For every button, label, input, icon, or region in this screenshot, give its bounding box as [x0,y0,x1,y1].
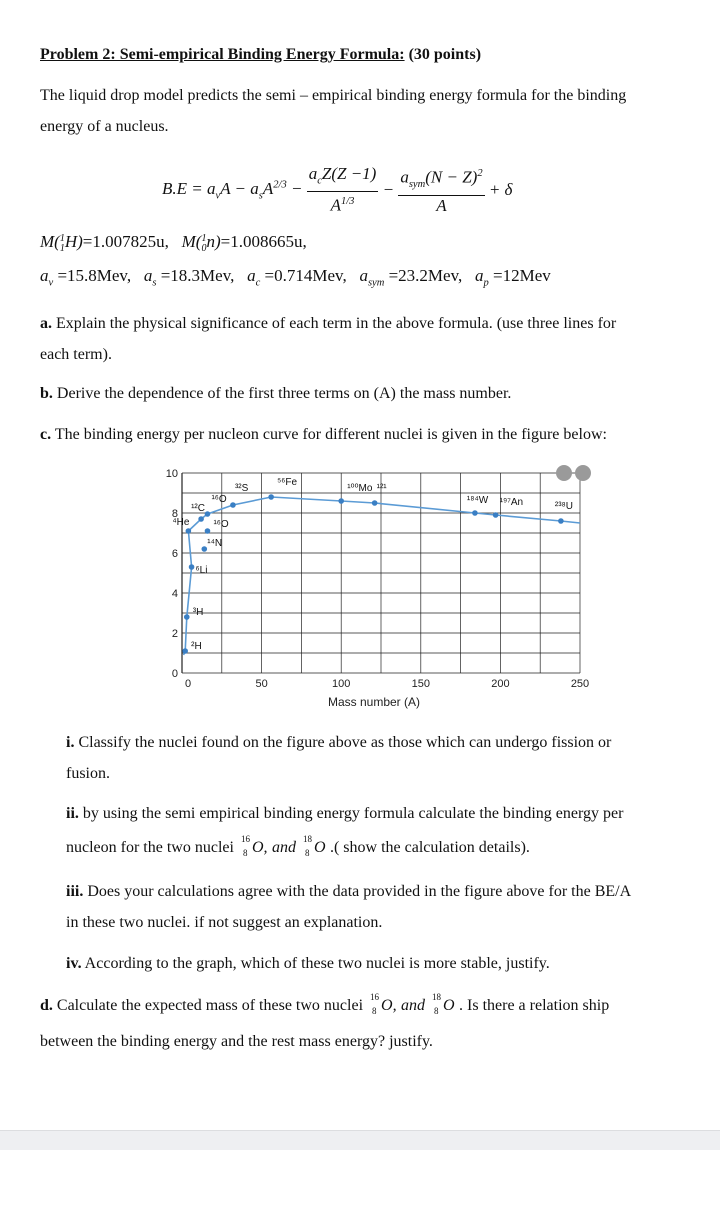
y-tick-label: 2 [171,628,178,640]
asymmetry-denominator: A [436,196,447,216]
point-label: ⁴He [172,517,190,528]
data-point [472,510,478,516]
data-point [205,511,211,517]
coulomb-term: $\frac{a_cZ(Z -1)}{A^{1/3}}$ [308,164,377,216]
nav-left-icon [556,465,572,481]
coefficients-line: $a_v =15.8Mev$, $a_s =18.3Mev$, $a_c =0.714Mev$, $a_{sym} =23.2Mev$, $a_p =12Mev$ [40,266,551,289]
data-point [338,498,344,504]
question-iv: iv. According to the graph, which of these two nuclei is more stable, justify. [66,955,550,972]
point-label: ³²S [234,483,249,494]
question-ii-line-1: ii. by using the semi empirical binding energy formula calculate the binding energy per [66,805,624,822]
pairing-term: + δ [488,180,513,200]
asymmetry-term: $\frac{a_{sym}(N - Z)^2}{A}$ [398,164,484,216]
coef-ap: =12Mev [493,266,551,285]
problem-points: (30 points) [404,46,482,63]
data-point [230,502,236,508]
masses-line: M($^1_1$H)=1.007825u, M($^1_0$n)=1.008665u, [40,232,307,254]
nav-right-icon [575,465,591,481]
point-label: ¹⁴N [207,538,223,549]
point-label: ²H [191,641,202,652]
point-label: ¹²¹ [376,483,387,494]
problem-title [40,45,481,65]
coulomb-numerator: Z(Z −1) [321,164,377,183]
data-point [372,500,378,506]
coef-asym: =23.2Mev, [388,266,463,285]
nucleus-o18-d: 18 8 O [432,992,455,1016]
x-tick-label: 0 [184,678,192,690]
data-point [198,516,204,522]
y-tick-label: 10 [165,468,178,480]
data-point [182,648,188,654]
binding-energy-chart [160,460,600,720]
formula-volume-surface: A − a [220,178,259,198]
nucleus-o16: 16 8 O, [240,834,268,858]
point-label: ¹⁹⁷An [499,497,524,508]
data-point [268,494,274,500]
question-iii-line-1: iii. Does your calculations agree with the data provided in the figure above for the BE/A [66,883,632,900]
problem-title-text: Problem 2: Semi-empirical Binding Energy Formula: [40,46,405,63]
x-tick-label: 150 [411,678,430,690]
nucleus-o16-d: 16 8 O, [370,992,397,1016]
question-iii-line-2: in these two nuclei. if not suggest an explanation. [66,914,383,931]
binding-energy-formula: $B.E = a_vA - a_sA^{2/3}$ − $\frac{a_cZ(Z -1)}{A^{1/3}}$ − $\frac{a_{sym}(N - Z)^2}{A}$ + δ [162,164,513,216]
point-label: ⁶Li [195,565,208,576]
point-label: ¹⁸⁴W [466,495,489,506]
formula-A: A [262,178,274,198]
chart-ticks [166,468,589,690]
data-point [184,614,190,620]
proton-mass: =1.007825u, [82,232,169,251]
question-d-line-2: between the binding energy and the rest mass energy? justify. [40,1033,433,1050]
question-b: b. Derive the dependence of the first three terms on (A) the mass number. [40,385,512,402]
y-tick-label: 0 [171,668,178,680]
nucleus-o18: 18 8 O [302,834,326,858]
data-point [205,528,211,534]
bottom-bar [0,1130,720,1150]
data-point [189,564,195,570]
point-label: ¹⁶O [213,519,229,530]
intro-line-2: energy of a nucleus. [40,118,169,135]
coef-ac: =0.714Mev, [264,266,347,285]
question-ii-line-2: nucleon for the two nuclei 16 8 O, and 18 8 O .( show the calculation details). [66,834,530,858]
data-point [186,528,192,534]
binding-energy-curve [184,497,580,655]
y-tick-label: 6 [171,548,178,560]
point-label: ¹⁶O [211,494,227,505]
x-tick-label: 50 [255,678,268,690]
question-i-line-2: fusion. [66,765,110,782]
point-label: ¹⁰⁰Mo [347,483,373,494]
point-label: ⁵⁶Fe [277,477,298,488]
y-tick-label: 8 [171,508,178,520]
point-label: ¹²C [191,503,205,514]
formula-lhs: B.E = a [162,178,216,198]
asymmetry-numerator: (N − Z) [425,167,478,187]
data-point [201,546,207,552]
coef-av: =15.8Mev, [57,266,132,285]
question-c: c. The binding energy per nucleon curve for different nuclei is given in the figure below: [40,426,607,443]
question-a-line-2: each term). [40,346,112,363]
point-label: ²³⁸U [554,501,574,512]
x-tick-label: 200 [491,678,510,690]
x-tick-label: 100 [332,678,351,690]
y-tick-label: 4 [171,588,178,600]
question-d-line-1: d. Calculate the expected mass of these two nuclei 16 8 O, and 18 8 O . Is there a relation ship [40,992,610,1016]
x-axis-label: Mass number (A) [327,695,421,709]
data-point [558,518,564,524]
point-label: ³H [192,607,204,618]
coef-as: =18.3Mev, [160,266,235,285]
neutron-mass: =1.008665u, [220,232,307,251]
x-tick-label: 250 [570,678,590,690]
intro-line-1: The liquid drop model predicts the semi – empirical binding energy formula for the binding [40,87,627,104]
data-point [493,512,499,518]
chart-points [172,477,573,654]
question-i-line-1: i. Classify the nuclei found on the figure above as those which can undergo fission or [66,734,612,751]
question-a-line-1: a. Explain the physical significance of each term in the above formula. (use three lines for [40,315,617,332]
